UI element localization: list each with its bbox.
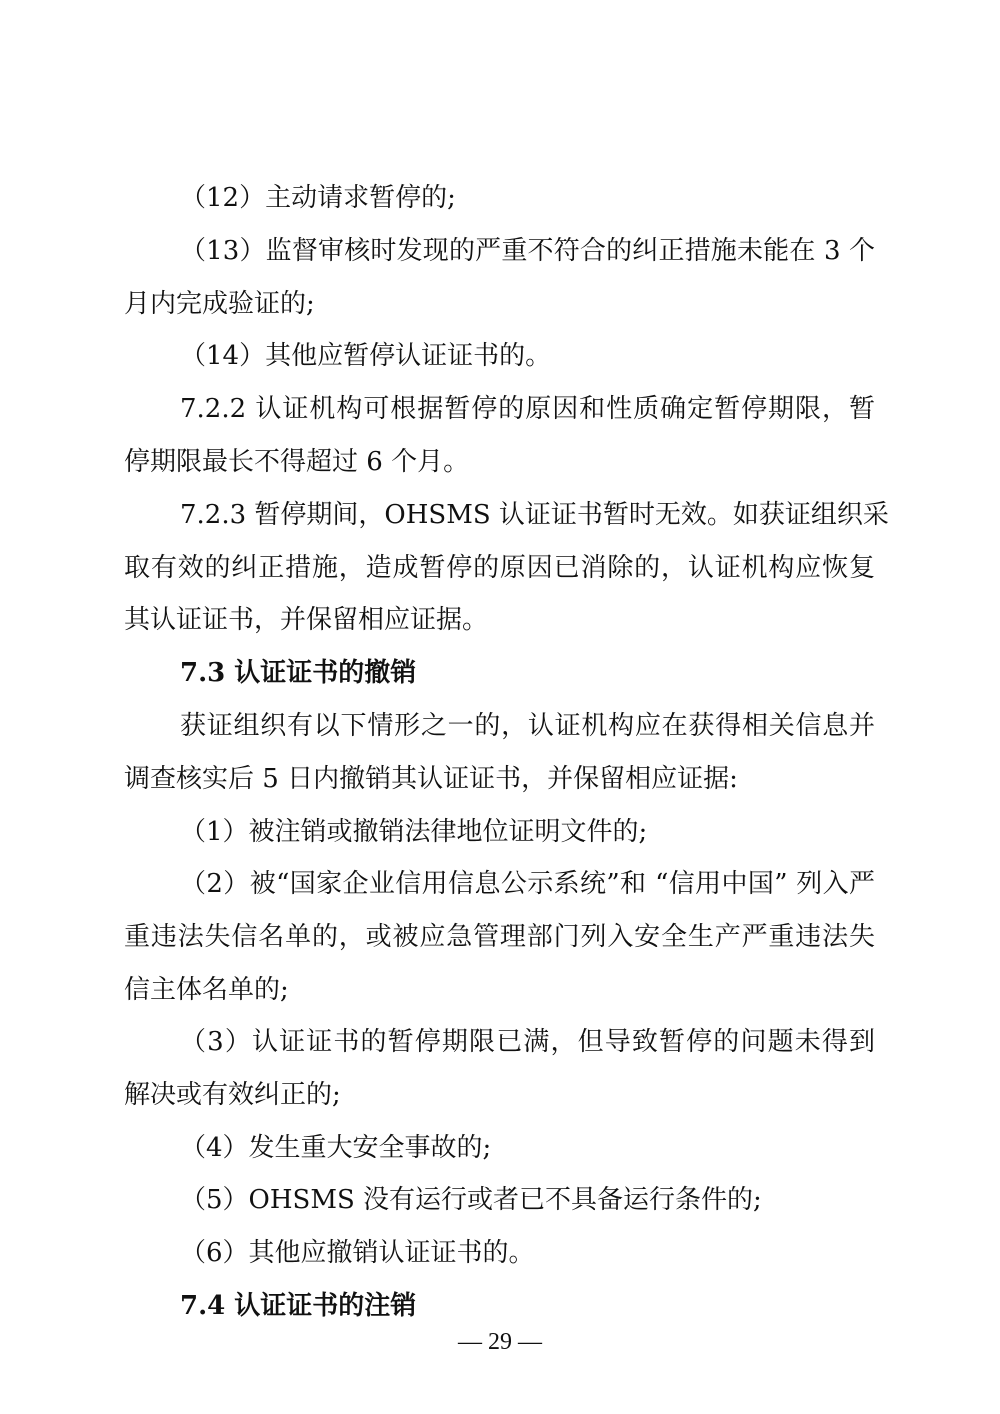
list-item-13: （13）监督审核时发现的严重不符合的纠正措施未能在 3 个 <box>180 236 875 266</box>
clause-7-2-2: 7.2.2 认证机构可根据暂停的原因和性质确定暂停期限，暂 <box>180 394 875 424</box>
list-item-2: （2）被“国家企业信用信息公示系统”和 “信用中国” 列入严 <box>180 869 875 899</box>
paragraph-7-3-intro: 获证组织有以下情形之一的，认证机构应在获得相关信息并 <box>180 711 875 741</box>
clause-7-2-3: 7.2.3 暂停期间，OHSMS 认证证书暂时无效。如获证组织采 <box>180 500 889 530</box>
list-item-6: （6）其他应撤销认证证书的。 <box>180 1238 535 1268</box>
list-item-2-cont-2: 信主体名单的; <box>124 975 289 1005</box>
list-item-12: （12）主动请求暂停的; <box>180 183 456 213</box>
section-heading-7-4: 7.4 认证证书的注销 <box>180 1291 417 1321</box>
list-item-4: （4）发生重大安全事故的; <box>180 1133 492 1163</box>
clause-7-2-3-cont-1: 取有效的纠正措施，造成暂停的原因已消除的，认证机构应恢复 <box>124 553 875 583</box>
list-item-3-cont: 解决或有效纠正的; <box>124 1080 341 1110</box>
section-heading-7-3: 7.3 认证证书的撤销 <box>180 658 417 688</box>
clause-7-2-3-cont-2: 其认证证书，并保留相应证据。 <box>124 605 489 635</box>
list-item-2-cont-1: 重违法失信名单的，或被应急管理部门列入安全生产严重违法失 <box>124 922 875 952</box>
paragraph-7-3-intro-cont: 调查核实后 5 日内撤销其认证证书，并保留相应证据: <box>124 764 738 794</box>
list-item-1: （1）被注销或撤销法律地位证明文件的; <box>180 817 648 847</box>
list-item-13-cont: 月内完成验证的; <box>124 289 315 319</box>
list-item-5: （5）OHSMS 没有运行或者已不具备运行条件的; <box>180 1185 762 1215</box>
list-item-3: （3）认证证书的暂停期限已满，但导致暂停的问题未得到 <box>180 1027 875 1057</box>
clause-7-2-2-cont: 停期限最长不得超过 6 个月。 <box>124 447 470 477</box>
page-number: — 29 — <box>458 1329 542 1355</box>
list-item-14: （14）其他应暂停认证证书的。 <box>180 341 552 371</box>
